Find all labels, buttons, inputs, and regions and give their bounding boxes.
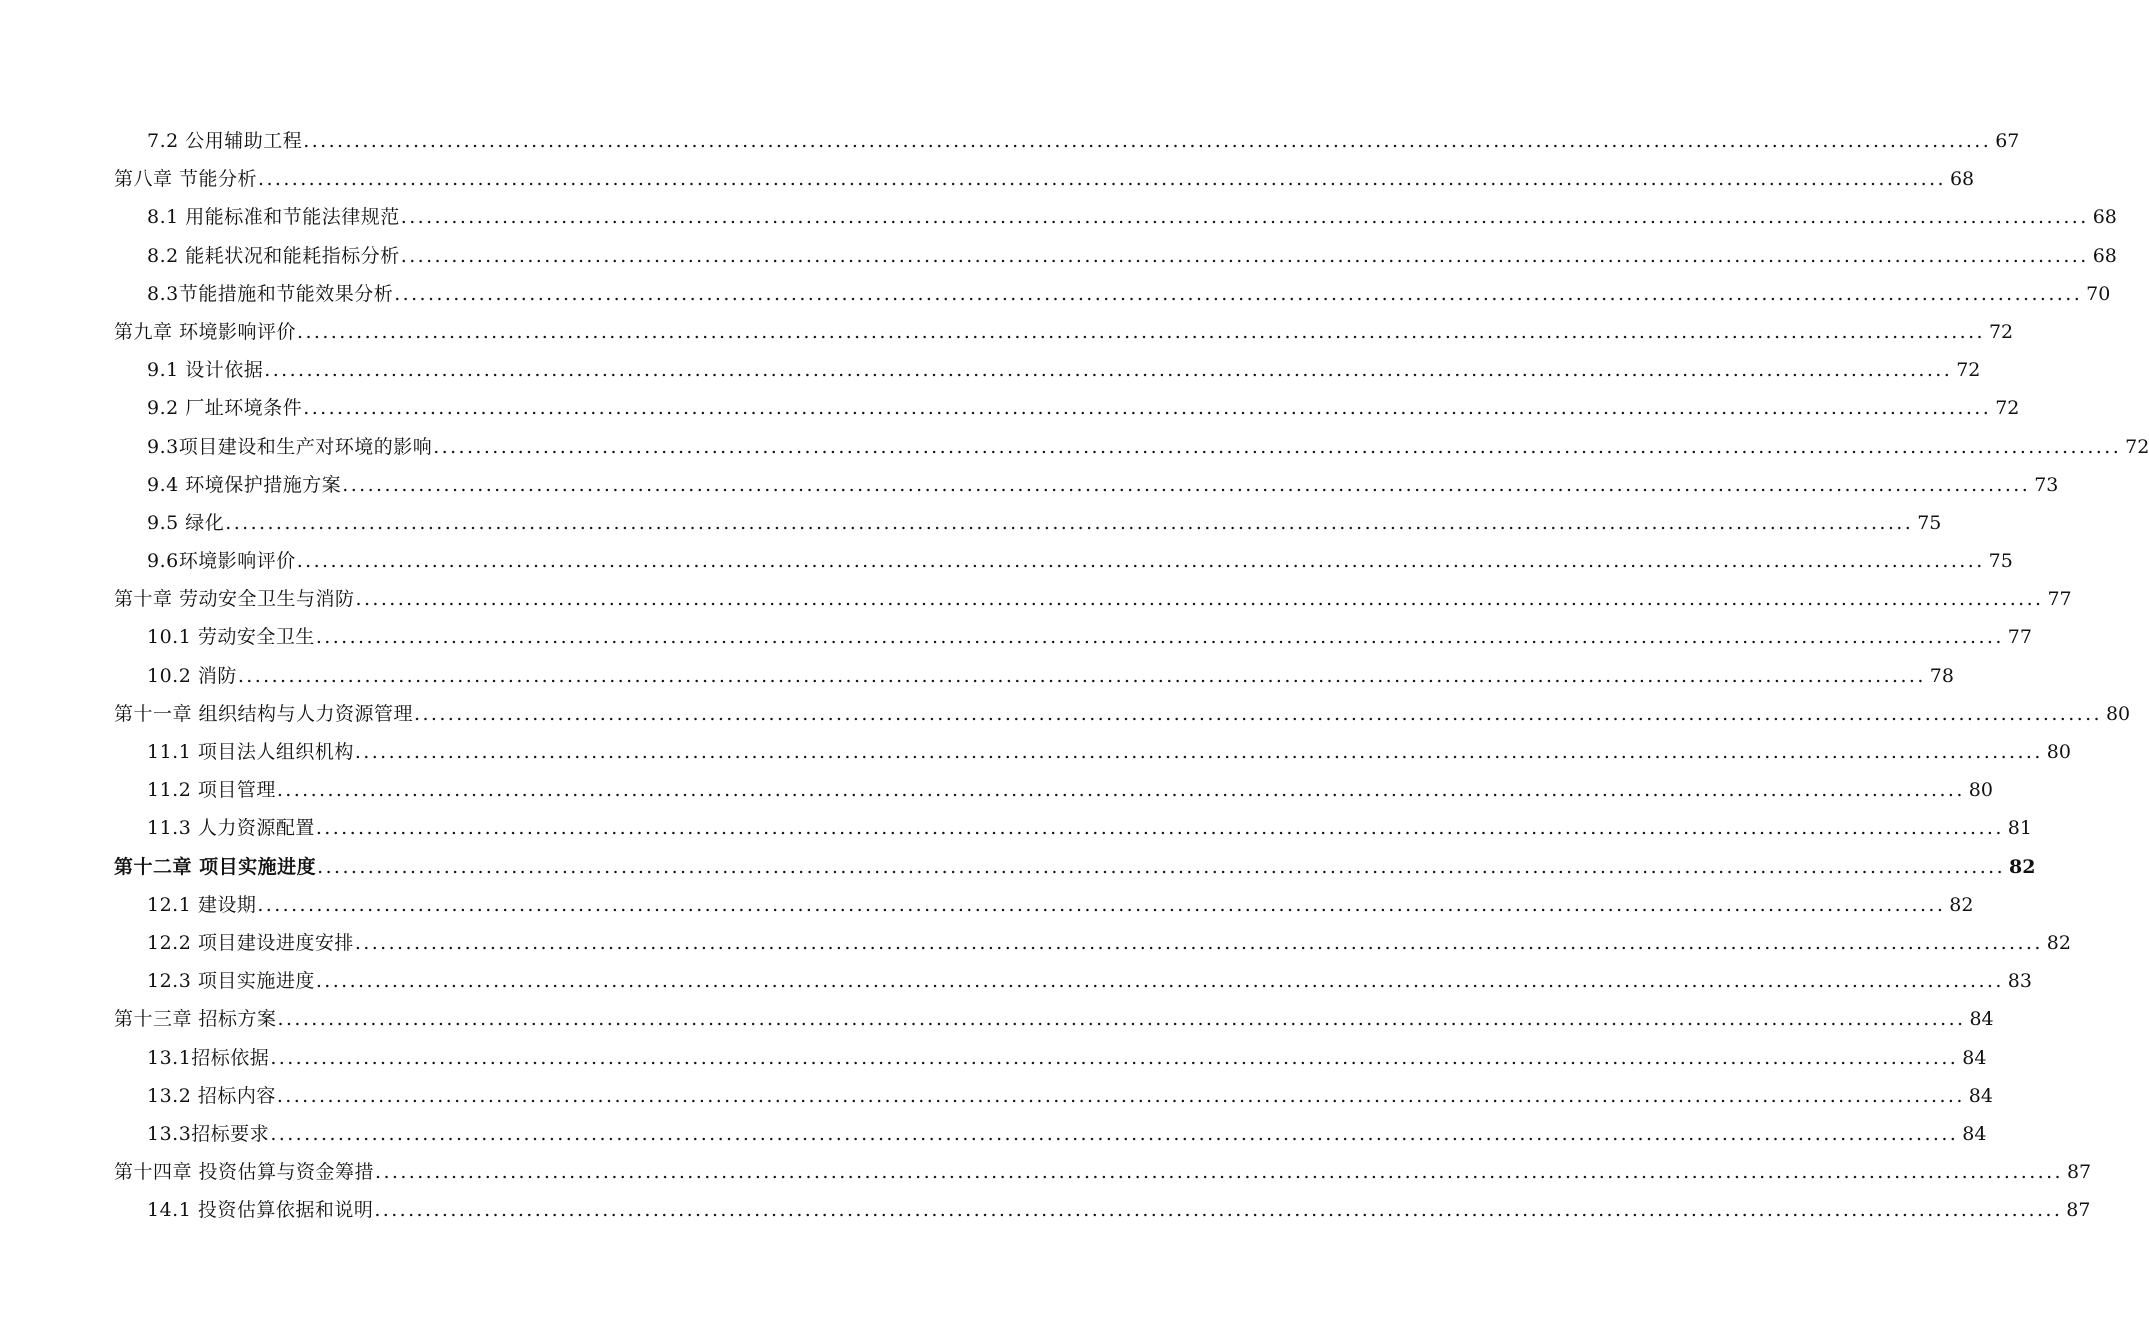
- toc-dot-leader: ........................................................................................................................................................................................................: [317, 855, 2006, 878]
- toc-dot-leader: ........................................................................................................................................................................................................: [276, 1084, 1965, 1107]
- toc-page-number: 84: [1969, 1008, 1994, 1031]
- toc-section-entry[interactable]: [147, 389, 2020, 427]
- toc-dot-leader: ........................................................................................................................................................................................................: [258, 168, 1946, 191]
- toc-dot-leader: ........................................................................................................................................................................................................: [400, 206, 2089, 229]
- toc-page-number: 87: [2066, 1161, 2092, 1184]
- toc-page-number: 68: [1949, 168, 1975, 191]
- toc-dot-leader: ........................................................................................................................................................................................................: [303, 130, 1992, 152]
- toc-entry-title: 7.2 公用辅助工程: [147, 130, 303, 152]
- toc-chapter-entry[interactable]: [114, 695, 2131, 733]
- toc-dot-leader: ........................................................................................................................................................................................................: [303, 397, 1992, 420]
- toc-page-number: 72: [1956, 359, 1981, 382]
- toc-dot-leader: ........................................................................................................................................................................................................: [237, 664, 1926, 687]
- toc-dot-leader: ........................................................................................................................................................................................................: [433, 435, 2122, 458]
- toc-dot-leader: ........................................................................................................................................................................................................: [354, 741, 2043, 763]
- toc-entry-title: 13.3招标要求: [147, 1122, 270, 1145]
- toc-dot-leader: ........................................................................................................................................................................................................: [315, 626, 2004, 649]
- toc-entry-title: 12.1 建设期: [147, 893, 257, 916]
- toc-page-number: 82: [2009, 855, 2036, 878]
- toc-dot-leader: ........................................................................................................................................................................................................: [374, 1199, 2063, 1222]
- toc-page-number: 81: [2007, 817, 2032, 840]
- toc-page-number: 83: [2007, 970, 2032, 993]
- toc-section-entry[interactable]: [147, 504, 1942, 542]
- toc-section-entry[interactable]: [147, 657, 1954, 695]
- toc-page-number: 80: [2046, 741, 2071, 763]
- toc-page-number: 68: [2092, 206, 2117, 229]
- toc-page-number: 77: [2007, 626, 2032, 649]
- toc-page-number: 72: [2125, 435, 2149, 458]
- toc-section-entry[interactable]: [147, 962, 2032, 1000]
- toc-section-entry[interactable]: [147, 351, 1981, 389]
- toc-dot-leader: ........................................................................................................................................................................................................: [394, 282, 2083, 305]
- toc-page-number: 84: [1968, 1084, 1993, 1107]
- table-of-contents: [0, 122, 2149, 1229]
- toc-entry-title: 9.1 设计依据: [147, 359, 264, 382]
- toc-chapter-entry[interactable]: [114, 313, 2014, 351]
- toc-page-number: 72: [1988, 320, 2014, 343]
- toc-dot-leader: ........................................................................................................................................................................................................: [270, 1122, 1959, 1145]
- toc-dot-leader: ........................................................................................................................................................................................................: [276, 779, 1965, 802]
- toc-section-entry[interactable]: [147, 618, 2032, 656]
- toc-dot-leader: ........................................................................................................................................................................................................: [277, 1008, 1966, 1031]
- toc-entry-title: 11.3 人力资源配置: [147, 817, 315, 840]
- toc-dot-leader: ........................................................................................................................................................................................................: [400, 244, 2089, 267]
- toc-section-entry[interactable]: [147, 1191, 2091, 1229]
- toc-entry-title: 13.1招标依据: [147, 1046, 270, 1069]
- toc-section-entry[interactable]: [147, 924, 2071, 962]
- toc-page-number: 80: [2105, 702, 2131, 725]
- toc-entry-title: 13.2 招标内容: [147, 1084, 276, 1107]
- toc-entry-title: 8.2 能耗状况和能耗指标分析: [147, 244, 400, 267]
- toc-entry-title: 12.3 项目实施进度: [147, 970, 315, 993]
- toc-page-number: 78: [1929, 664, 1954, 687]
- toc-section-entry[interactable]: [147, 198, 2117, 236]
- toc-page-number: 70: [2086, 282, 2111, 305]
- toc-entry-title: 第十三章 招标方案: [114, 1008, 277, 1031]
- toc-section-entry[interactable]: [147, 237, 2117, 275]
- toc-page-number: 87: [2066, 1199, 2091, 1222]
- toc-page-number: 67: [1995, 130, 2020, 152]
- toc-entry-title: 8.1 用能标准和节能法律规范: [147, 206, 400, 229]
- toc-dot-leader: ........................................................................................................................................................................................................: [225, 511, 1914, 534]
- toc-page-number: 84: [1962, 1122, 1987, 1145]
- toc-page-number: 75: [1988, 550, 2013, 573]
- toc-page-number: 84: [1962, 1046, 1987, 1069]
- toc-entry-title: 9.4 环境保护措施方案: [147, 473, 342, 496]
- toc-page-number: 75: [1917, 511, 1942, 534]
- toc-page-number: 72: [1995, 397, 2020, 420]
- toc-dot-leader: ........................................................................................................................................................................................................: [297, 320, 1985, 343]
- toc-dot-leader: ........................................................................................................................................................................................................: [354, 931, 2043, 954]
- toc-entry-title: 第十四章 投资估算与资金筹措: [114, 1161, 375, 1184]
- toc-dot-leader: ........................................................................................................................................................................................................: [315, 817, 2004, 840]
- toc-section-entry[interactable]: [147, 275, 2111, 313]
- toc-entry-title: 12.2 项目建设进度安排: [147, 931, 354, 954]
- toc-section-entry[interactable]: [147, 886, 1974, 924]
- toc-entry-title: 14.1 投资估算依据和说明: [147, 1199, 374, 1222]
- toc-section-entry[interactable]: [147, 428, 2149, 466]
- toc-section-entry[interactable]: [147, 771, 1993, 809]
- toc-dot-leader: ........................................................................................................................................................................................................: [296, 550, 1985, 573]
- toc-chapter-entry[interactable]: [114, 1153, 2092, 1191]
- toc-page-number: 82: [1949, 893, 1974, 916]
- toc-entry-title: 第十章 劳动安全卫生与消防: [114, 588, 355, 611]
- toc-entry-title: 9.5 绿化: [147, 511, 225, 534]
- toc-dot-leader: ........................................................................................................................................................................................................: [315, 970, 2004, 993]
- toc-section-entry[interactable]: [147, 1115, 1987, 1153]
- toc-section-entry[interactable]: [147, 466, 2059, 504]
- toc-entry-title: 8.3节能措施和节能效果分析: [147, 282, 394, 305]
- toc-section-entry[interactable]: [147, 733, 2071, 771]
- toc-page-number: 82: [2046, 931, 2071, 954]
- toc-page-number: 68: [2092, 244, 2117, 267]
- toc-page-number: 73: [2034, 473, 2059, 496]
- toc-dot-leader: ........................................................................................................................................................................................................: [355, 588, 2044, 611]
- toc-page-number: 80: [1968, 779, 1993, 802]
- toc-chapter-entry[interactable]: [114, 580, 2072, 618]
- toc-chapter-entry[interactable]: [114, 160, 1975, 198]
- toc-section-entry[interactable]: [147, 809, 2032, 847]
- toc-entry-title: 第八章 节能分析: [114, 168, 258, 191]
- toc-entry-title: 9.3项目建设和生产对环境的影响: [147, 435, 433, 458]
- toc-chapter-entry[interactable]: [114, 1000, 1994, 1038]
- toc-page-number: 77: [2047, 588, 2072, 611]
- toc-chapter-entry[interactable]: [114, 848, 2036, 886]
- toc-entry-title: 第九章 环境影响评价: [114, 320, 297, 343]
- toc-entry-title: 9.2 厂址环境条件: [147, 397, 303, 420]
- toc-dot-leader: ........................................................................................................................................................................................................: [270, 1046, 1959, 1069]
- toc-dot-leader: ........................................................................................................................................................................................................: [375, 1161, 2063, 1184]
- toc-entry-title: 9.6环境影响评价: [147, 550, 296, 573]
- toc-dot-leader: ........................................................................................................................................................................................................: [264, 359, 1953, 382]
- toc-entry-title: 10.1 劳动安全卫生: [147, 626, 315, 649]
- toc-dot-leader: ........................................................................................................................................................................................................: [414, 702, 2102, 725]
- toc-entry-title: 11.1 项目法人组织机构: [147, 741, 354, 763]
- toc-section-entry[interactable]: [147, 1077, 1993, 1115]
- toc-entry-title: 第十二章 项目实施进度: [114, 855, 317, 878]
- toc-entry-title: 第十一章 组织结构与人力资源管理: [114, 702, 414, 725]
- toc-entry-title: 10.2 消防: [147, 664, 237, 687]
- toc-section-entry[interactable]: [147, 542, 2013, 580]
- toc-dot-leader: ........................................................................................................................................................................................................: [257, 893, 1946, 916]
- toc-section-entry[interactable]: [147, 122, 2020, 160]
- toc-entry-title: 11.2 项目管理: [147, 779, 276, 802]
- toc-section-entry[interactable]: [147, 1039, 1987, 1077]
- toc-dot-leader: ........................................................................................................................................................................................................: [342, 473, 2031, 496]
